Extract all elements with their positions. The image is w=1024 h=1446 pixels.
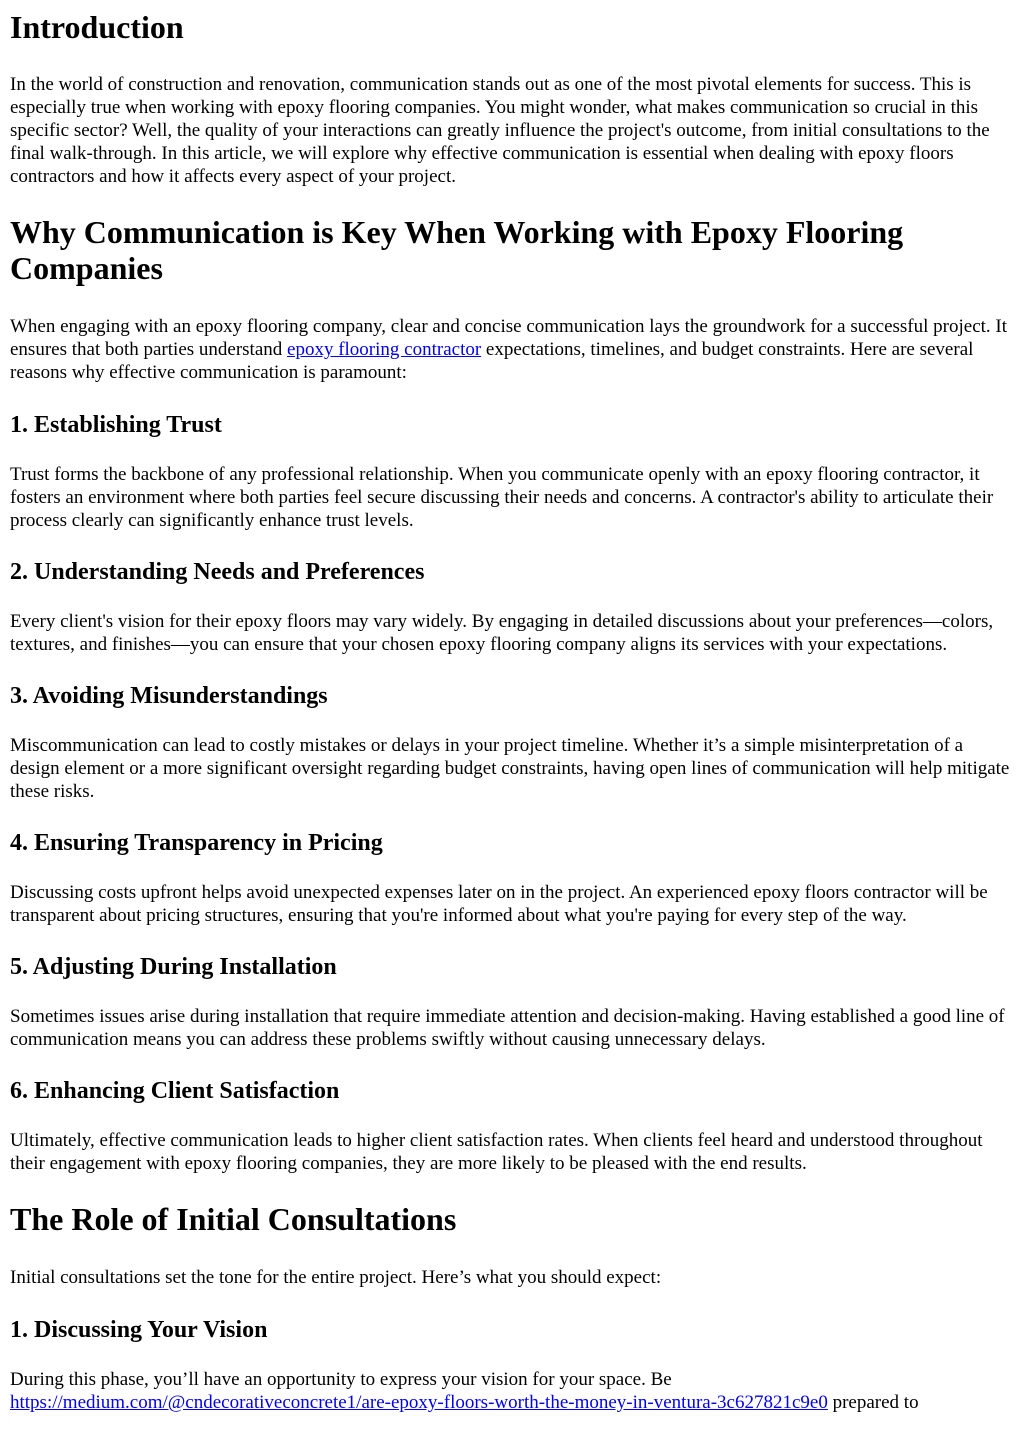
section-paragraph-adjusting-installation: Sometimes issues arise during installation that require immediate attention and decision-making. Having established a good line of communication means you can address these problems swiftly without causing unnecessary delays. bbox=[10, 1006, 1005, 1050]
section-heading-discussing-vision: 1. Discussing Your Vision bbox=[10, 1317, 268, 1343]
why-communication-heading: Why Communication is Key When Working with Epoxy Flooring Companies bbox=[10, 214, 904, 286]
section-heading-adjusting-installation: 5. Adjusting During Installation bbox=[10, 954, 337, 980]
introduction-paragraph: In the world of construction and renovation, communication stands out as one of the most pivotal elements for success. This is especially true when working with epoxy flooring companies. You might wonder, what makes communication so crucial in this specific sector? Well, the quality of your interactions can greatly influence the project's outcome, from initial consultations to the final walk-through. In this article, we will explore why effective communication is essential when dealing with epoxy floors contractors and how it affects every aspect of your project. bbox=[10, 74, 990, 187]
section-heading-avoiding-misunderstandings: 3. Avoiding Misunderstandings bbox=[10, 683, 328, 709]
initial-consultations-heading: The Role of Initial Consultations bbox=[10, 1201, 457, 1237]
section-heading-understanding-needs: 2. Understanding Needs and Preferences bbox=[10, 559, 425, 585]
paragraph-text: expectations, timelines, and budget constraints. Here are several reasons why effective communication is paramount: bbox=[10, 339, 974, 383]
section-paragraph-understanding-needs: Every client's vision for their epoxy floors may vary widely. By engaging in detailed discussions about your preferences—colors, textures, and finishes—you can ensure that your chosen epoxy flooring company aligns its services with your expectations. bbox=[10, 611, 994, 655]
section-paragraph-discussing-vision bbox=[10, 1368, 1014, 1414]
paragraph-text: prepared to bbox=[827, 1392, 919, 1413]
introduction-heading: Introduction bbox=[10, 9, 184, 45]
paragraph-text: During this phase, you’ll have an opportunity to express your vision for your space. Be bbox=[10, 1369, 672, 1390]
section-paragraph-client-satisfaction: Ultimately, effective communication leads to higher client satisfaction rates. When clients feel heard and understood throughout their engagement with epoxy flooring companies, they are more likely to be pleased with the end results. bbox=[10, 1130, 983, 1174]
section-paragraph-transparency-pricing: Discussing costs upfront helps avoid unexpected expenses later on in the project. An experienced epoxy floors contractor will be transparent about pricing structures, ensuring that you're informed about what you're paying for every step of the way. bbox=[10, 882, 988, 926]
epoxy-flooring-contractor-link[interactable]: epoxy flooring contractor bbox=[287, 339, 482, 360]
section-heading-establishing-trust: 1. Establishing Trust bbox=[10, 412, 222, 438]
section-heading-client-satisfaction: 6. Enhancing Client Satisfaction bbox=[10, 1078, 340, 1104]
paragraph-text: When engaging with an epoxy flooring company, clear and concise communication lays the groundwork for a successful project. It ensures that both parties understand bbox=[10, 316, 1008, 360]
medium-article-link[interactable]: https://medium.com/@cndecorativeconcrete1/are-epoxy-floors-worth-the-money-in-ventura-3c627821c9e0 bbox=[10, 1392, 828, 1413]
section-heading-transparency-pricing: 4. Ensuring Transparency in Pricing bbox=[10, 830, 383, 856]
section-paragraph-avoiding-misunderstandings: Miscommunication can lead to costly mistakes or delays in your project timeline. Whether it’s a simple misinterpretation of a design element or a more significant oversight regarding budget constraints, having open lines of communication will help mitigate these risks. bbox=[10, 735, 1010, 802]
initial-consultations-paragraph: Initial consultations set the tone for the entire project. Here’s what you should expect: bbox=[10, 1267, 662, 1288]
why-communication-paragraph bbox=[10, 315, 1014, 384]
section-paragraph-establishing-trust: Trust forms the backbone of any professional relationship. When you communicate openly with an epoxy flooring contractor, it fosters an environment where both parties feel secure discussing their needs and concerns. A contractor's ability to articulate their process clearly can significantly enhance trust levels. bbox=[10, 464, 994, 531]
